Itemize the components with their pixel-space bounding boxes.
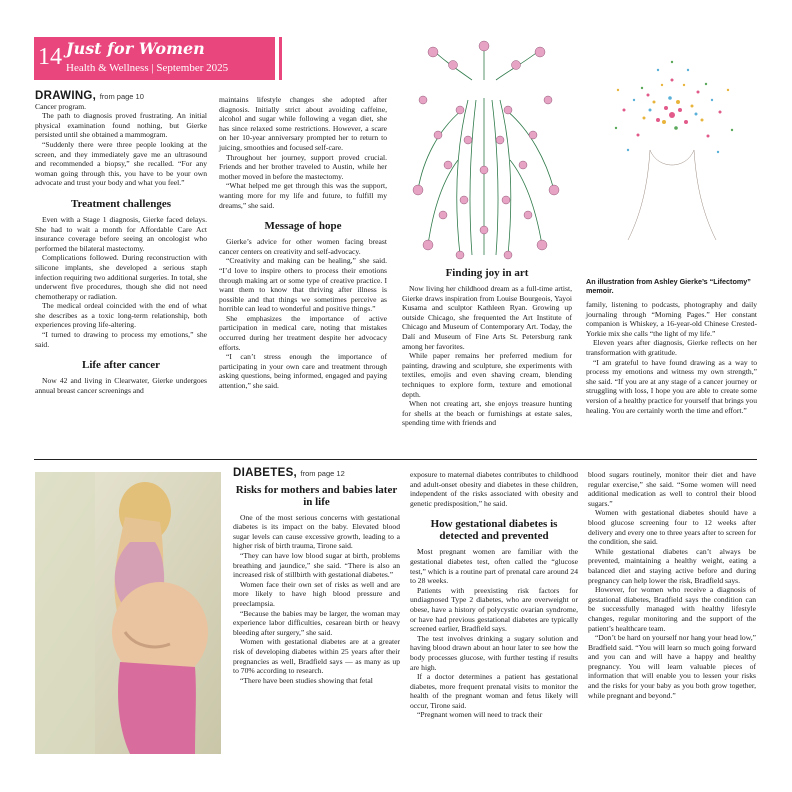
drawing-column-4 (586, 300, 757, 415)
page-number: 14 (38, 44, 62, 70)
paragraph: “There have been studies showing that fetal (240, 675, 373, 685)
subheading: How gestational diabetes is detected and prevented (430, 518, 558, 543)
paragraph: exposure to maternal diabetes contributes to childhood and adult-onset obesity and diabetes in these children, independent of the risks associated with obesity and genetic predisposition,” he said. (410, 470, 578, 508)
subheading: Risks for mothers and babies later in life (235, 483, 398, 508)
paragraph: Most pregnant women are familiar with the gestational diabetes test, often called the “glucose test,” which is a routine part of prenatal care around 24 to 28 weeks. (410, 547, 578, 586)
paragraph: “Creativity and making can be healing,” she said. “I’d love to inspire others to process their emotions through making art or some type of creative practice. I want them to know that thriving after illness is possible and that things we sometimes perceive as horrible can lead to wonderful and positive things.” (219, 256, 387, 314)
flower-figure-illustration (398, 40, 576, 265)
paragraph: If a doctor determines a patient has gestational diabetes, more frequent prenatal visits to monitor the health of the pregnant woman and fetus likely will occur, Tirone said. (410, 672, 578, 710)
section-divider (34, 459, 757, 460)
section-subtitle: Health & Wellness | September 2025 (66, 62, 229, 74)
paragraph: “I can’t stress enough the importance of participating in your own care and treatment through asking questions, being informed, engaged and paying attention,” she said. (219, 352, 387, 391)
paragraph: “I am grateful to have found drawing as a way to process my emotions and witness my own strength,” she said. “If you are at any stage of a cancer journey or struggling with loss, I hope you are able to create some version of a healthy practice for yourself that brings you healing. You are certainly worth the time and effort.” (586, 357, 758, 415)
paragraph: Women with gestational diabetes are at a greater risk of developing diabetes within 25 years after their pregnancies as well, Bradfield says — as many as up to 70% according to research. (233, 637, 400, 676)
paragraph: She emphasizes the importance of active participation in medical care, noting that mistakes occurred during her treatment despite her advocacy efforts. (219, 313, 387, 352)
header-stripe (265, 37, 268, 80)
paragraph: “Pregnant women will need to track their (417, 710, 543, 720)
subheading: Life after cancer (82, 359, 160, 372)
paragraph: One of the most serious concerns with gestational diabetes is its impact on the baby. Elevated blood sugar levels can cause excessive growth, leading to a higher risk of birth trauma, Tirone said. (233, 512, 400, 551)
drawing-column-1 (35, 92, 207, 395)
header-stripe (279, 37, 282, 80)
paragraph: Patients with preexisting risk factors for undiagnosed Type 2 diabetes, who are overweight or obese, have a history of polycystic ovarian syndrome, or have had previous gestational diabetes are typically screened earlier, Bradfield says. (410, 585, 578, 634)
paragraph: The test involves drinking a sugary solution and having blood drawn about an hour later to see how the body processes glucose, with further testing if results are high. (410, 633, 578, 672)
illustration-caption: An illustration from Ashley Gierke’s “Lifectomy” memoir. (586, 277, 751, 295)
paragraph: family, listening to podcasts, photography and daily journaling through “Morning Pages.” Her constant companion is Whiskey, a 16-year-old Chinese Crested-Yorkie mix she calls “the light of my life.” (586, 300, 757, 338)
pregnant-woman-photo (35, 472, 221, 754)
paragraph: Women face their own set of risks as well and are more likely to have high blood pressure and preeclampsia. (233, 579, 400, 608)
drawing-column-2 (219, 95, 387, 391)
paragraph: When not creating art, she enjoys treasure hunting for shells at the beach or furnishings at estate sales, spending time with friends and (402, 399, 572, 428)
paragraph: Complications followed. During reconstruction with silicone implants, she developed a serious staph infection requiring two additional surgeries. In total, she underwent five procedures, though she did not need chemotherapy or radiation. (35, 253, 207, 301)
paragraph: “What helped me get through this was the support, wanting more for my life and future, to fulfill my dreams,” she said. (219, 181, 387, 210)
diabetes-column-2 (410, 470, 578, 720)
paragraph: However, for women who receive a diagnosis of gestational diabetes, Bradfield says the condition can be successfully managed with healthy lifestyle changes, regular monitoring and the support of the patient’s healthcare team. (588, 585, 756, 633)
paragraph: The path to diagnosis proved frustrating. An initial physical examination found nothing, but Gierke persisted until she obtained a mammogram. (35, 111, 207, 140)
paragraph: “Don’t be hard on yourself nor hang your head low,” Bradfield said. “You will learn so much going forward and you can and will have a happy and healthy pregnancy. You will learn valuable pieces of information that will enable you to lessen your risks and the risks for your baby as you both grow together, while pregnant and beyond.” (588, 633, 756, 700)
paragraph: Gierke’s advice for other women facing breast cancer centers on creativity and self-advocacy. (219, 237, 387, 256)
jump-line: from page 10 (99, 92, 144, 101)
header-stripe (272, 37, 275, 80)
subheading: Treatment challenges (70, 197, 172, 210)
paragraph: blood sugars routinely, monitor their diet and have regular exercise,” she said. “Some women will need additional medication as well to control their blood sugars.” (588, 470, 756, 508)
paragraph: Throughout her journey, support proved crucial. Friends and her brother traveled to Austin, while her mother moved in before the mastectomy. (219, 152, 387, 181)
paragraph: “Because the babies may be larger, the woman may experience labor difficulties, cesarean birth or heavy bleeding after surgery,” she said. (233, 608, 400, 637)
paragraph: “I turned to drawing to process my emotions,” she said. (35, 330, 207, 349)
paragraph: Women with gestational diabetes should have a blood glucose screening four to 12 weeks after delivery and every one to three years after to screen for the condition, she said. (588, 508, 756, 547)
paragraph: Cancer program. (35, 101, 87, 111)
paragraph: The medical ordeal coincided with the end of what she describes as a toxic long-term relationship, both experiences proving life-altering. (35, 301, 207, 330)
paragraph: While paper remains her preferred medium for painting, drawing and sculpture, she experiments with textiles, emojis and even shaving cream, blending techniques to explore form, texture and emotional depth. (402, 351, 572, 399)
subheading: Message of hope (264, 220, 342, 233)
jump-line: from page 12 (300, 469, 345, 478)
paragraph: maintains lifestyle changes she adopted after diagnosis. Initially strict about avoiding caffeine, alcohol and sugar while following a vegan diet, she has since relaxed some restrictions. However, a scare on her 10-year anniversary prompted her to return to juicing, smoothies and focused self-care. (219, 95, 387, 152)
section-title: Just for Women (66, 39, 205, 58)
paragraph: Even with a Stage 1 diagnosis, Gierke faced delays. She had to wait a month for Affordable Care Act insurance coverage before seeing an oncologist who performed the bilateral mastectomy. (35, 214, 207, 253)
diabetes-column-3 (588, 470, 756, 700)
paragraph: Now 42 and living in Clearwater, Gierke undergoes annual breast cancer screenings and (35, 376, 207, 395)
paragraph: Now living her childhood dream as a full-time artist, Gierke draws inspiration from Louise Bourgeois, Yayoi Kusama and sculptor Kathleen Ryan. Growing up outside Chicago, she frequented the Art Institute of Chicago and Museum of Contemporary Art. Today, the Dalí and Museum of Fine Arts St. Petersburg rank among her favorites. (402, 284, 572, 351)
paragraph: Eleven years after diagnosis, Gierke reflects on her transformation with gratitude. (586, 338, 757, 357)
header-stripe (258, 37, 261, 80)
paragraph: “Suddenly there were three people looking at the screen, and they immediately gave me an ultrasound and recommended a biopsy,” she recalled. “For any woman going through this, you have to be your own advocate and trust your body and what you feel.” (35, 139, 207, 188)
paragraph: “They can have low blood sugar at birth, problems breathing and jaundice,” she said. “There is also an increased risk of stillbirth with gestational diabetes.” (233, 550, 400, 580)
paragraph: While gestational diabetes can’t always be prevented, maintaining a healthy weight, eating a balanced diet and staying active before and during pregnancy can help lower the risk, Bradfield says. (588, 546, 756, 585)
diabetes-column-1 (233, 469, 400, 685)
subheading: Finding joy in art (445, 267, 529, 279)
drawing-column-3 (402, 267, 572, 428)
lifectomy-burst-illustration (588, 40, 756, 272)
drawing-kicker: DRAWING, from page 10 (35, 90, 144, 102)
diabetes-kicker: DIABETES, from page 12 (233, 467, 345, 479)
